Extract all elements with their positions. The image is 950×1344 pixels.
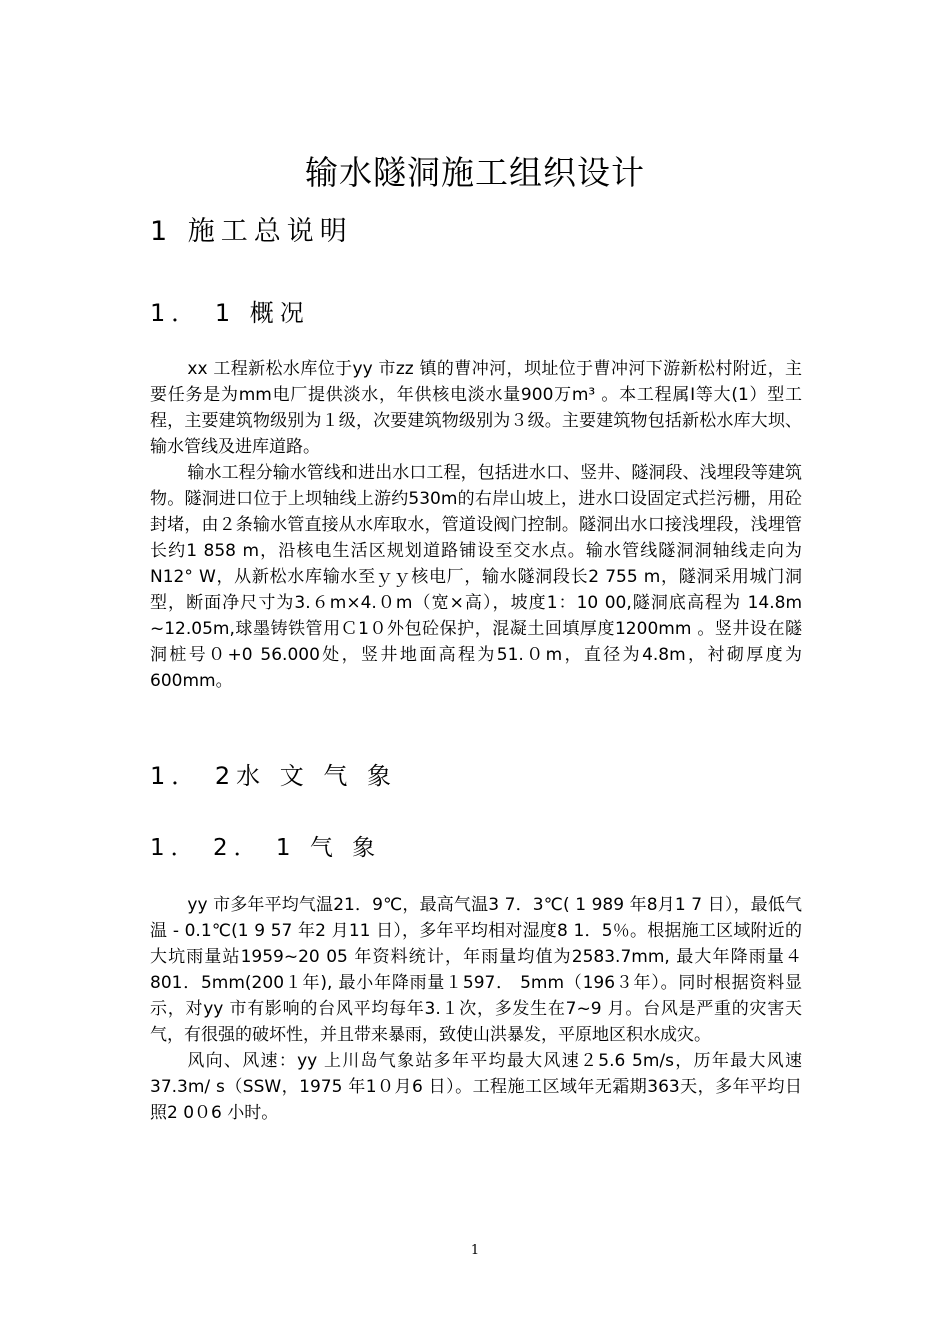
section-1-heading: 1 施工总说明 (150, 216, 353, 247)
paragraph-climate-1: yy 市多年平均气温21．9℃，最高气温3 7．3℃( 1 989 年8月1 7 日），最低气温 - 0.1℃(1 9 57 年2 月11 日），多年平均相对湿度8 1．5％。根据施工区域附近的大坑雨量站1959~20 05 年资料统计，年雨量均值为2583.7mm, 最大年降雨量４801．5mm(200１年), 最小年降雨量１597． 5mm（196３年）。同时根据资料显示，对yy 市有影响的台风平均每年3.１次，多发生在7~9 月。台风是严重的灾害天气，有很强的破坏性，并且带来暴雨，致使山洪暴发，平原地区积水成灾。 (150, 895, 802, 1045)
paragraph-overview-1: xx 工程新松水库位于yy 市zz 镇的曹冲河，坝址位于曹冲河下游新松村附近，主要任务是为mm电厂提供淡水，年供核电淡水量900万m³ 。本工程属Ⅰ等大(1）型工程，主要建筑物级别为１级，次要建筑物级别为３级。主要建筑物包括新松水库大坝、输水管线及进库道路。 (150, 359, 802, 457)
page-number: 1 (470, 1243, 480, 1258)
section-1-2-1-body (150, 892, 802, 1126)
paragraph-overview-2: 输水工程分输水管线和进出水口工程，包括进水口、竖井、隧洞段、浅埋段等建筑物。隧洞进口位于上坝轴线上游约530m的右岸山坡上，进水口设固定式拦污栅，用砼封堵，由２条输水管直接从水库取水，管道设阀门控制。隧洞出水口接浅埋段，浅埋管长约1 858 m，沿核电生活区规划道路铺设至交水点。输水管线隧洞洞轴线走向为N12° W，从新松水库输水至ｙｙ核电厂，输水隧洞段长2 755 m，隧洞采用城门洞型，断面净尺寸为3.６m×4.０m（宽×高），坡度1：10 00,隧洞底高程为 14.8m ~12.05m,球墨铸铁管用Ｃ1０外包砼保护，混凝土回填厚度1200mm 。竖井设在隧洞桩号０+0 56.000处，竖井地面高程为51.０m，直径为4.8m，衬砌厚度为600mm。 (150, 463, 802, 691)
section-1-2-heading: 1． 2水 文 气 象 (150, 762, 398, 790)
section-1-1-body (150, 356, 802, 694)
section-1-1-heading: 1． 1 概况 (150, 299, 310, 327)
document-title: 输水隧洞施工组织设计 (305, 153, 645, 193)
section-1-2-1-heading: 1． 2． 1 气 象 (150, 835, 382, 861)
paragraph-climate-2: 风向、风速：yy 上川岛气象站多年平均最大风速２5.6 5m/s，历年最大风速37.3m/ s（SSW，1975 年1０月6 日）。工程施工区域年无霜期363天，多年平均日照2 0０6 小时。 (150, 1051, 802, 1123)
